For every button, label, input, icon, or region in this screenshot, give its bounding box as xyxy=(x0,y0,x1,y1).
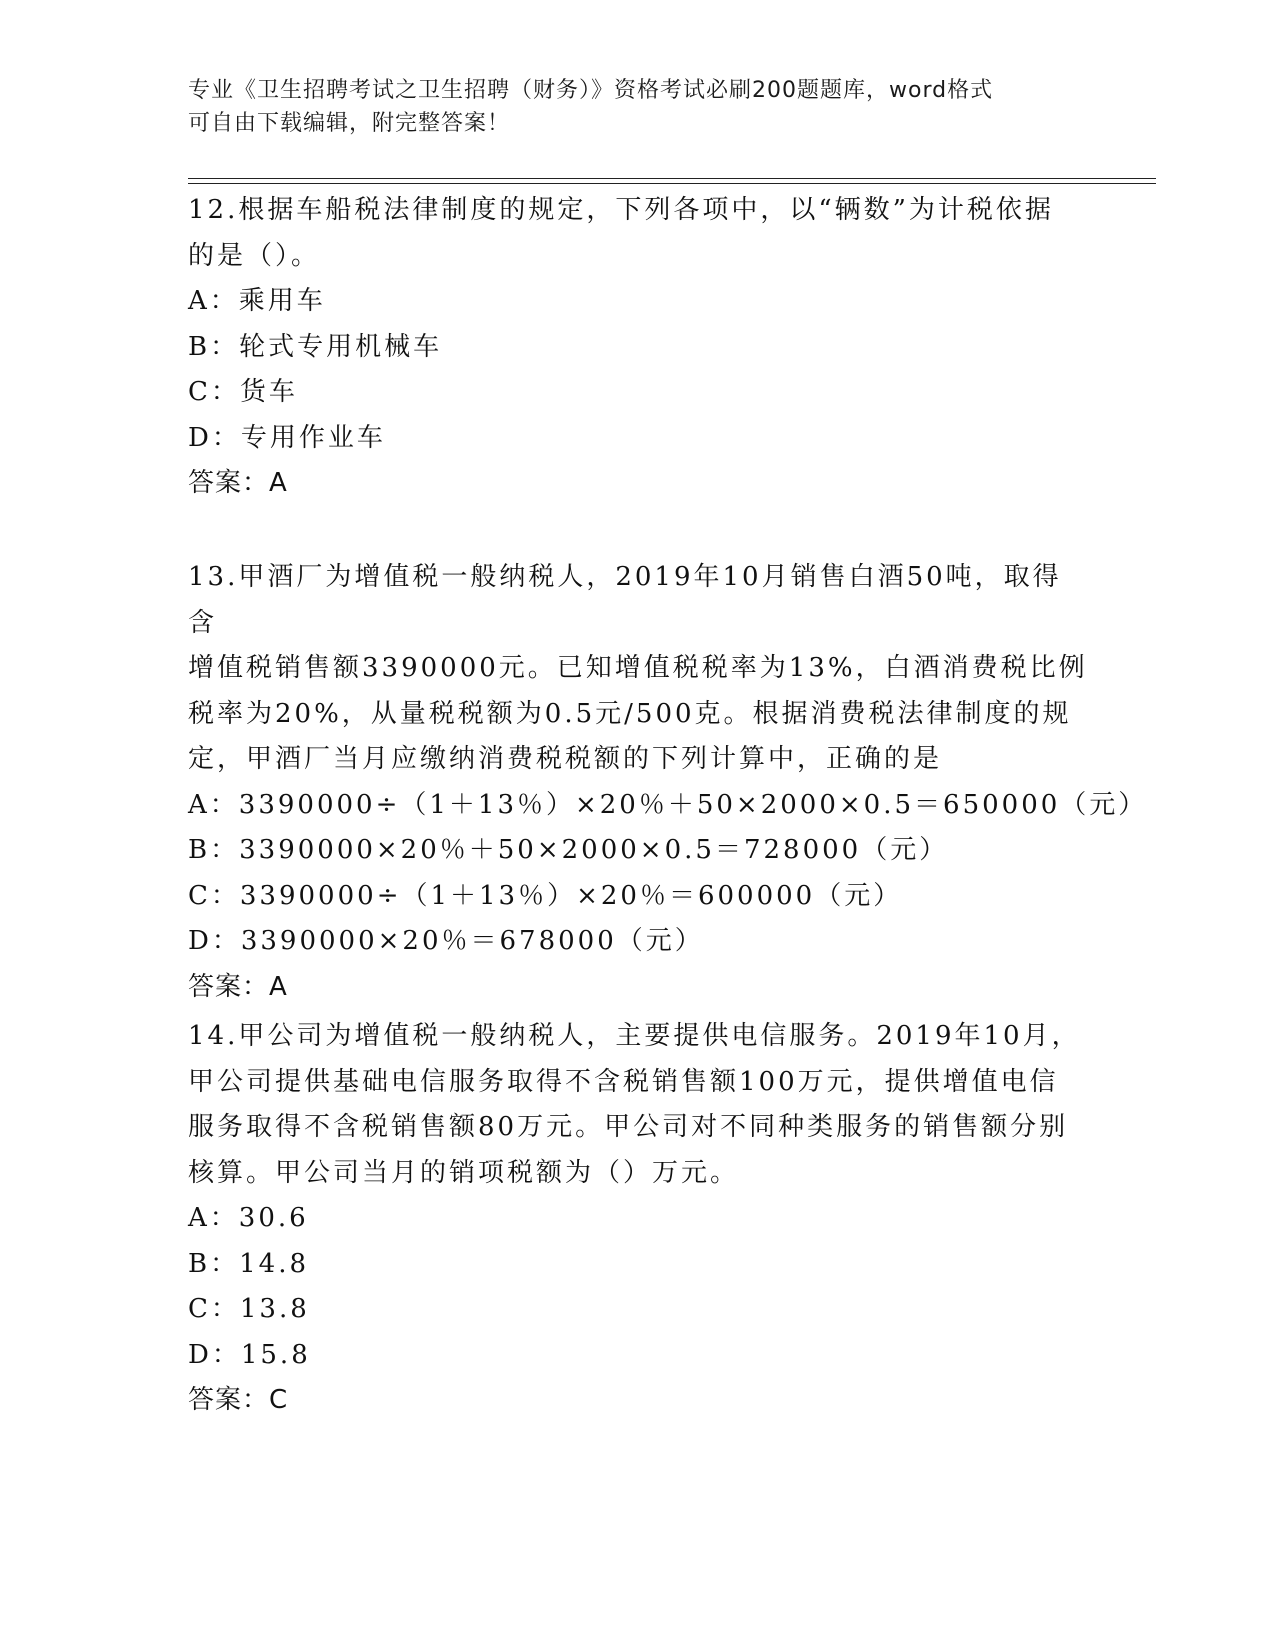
option-b: B：14.8 xyxy=(188,1248,309,1279)
option-a: A：30.6 xyxy=(188,1203,309,1233)
option-d: D：15.8 xyxy=(188,1339,311,1370)
question-12 xyxy=(188,188,1088,507)
question-stem-line: 税率为20%，从量税税额为0.5元/500克。根据消费税法律制度的规 xyxy=(188,698,1072,729)
option-c: C：货车 xyxy=(188,377,298,407)
option-b: B：3390000×20％＋50×2000×0.5＝728000（元） xyxy=(188,835,949,865)
header-divider-bottom xyxy=(188,183,1156,184)
question-stem-line: 增值税销售额3390000元。已知增值税税率为13%，白酒消费税比例 xyxy=(188,653,1088,683)
header-line-1: 专业《卫生招聘考试之卫生招聘（财务）》资格考试必刷200题题库，word格式 xyxy=(188,78,994,103)
option-d: D：3390000×20％＝678000（元） xyxy=(188,926,704,956)
answer-line: 答案：C xyxy=(188,1385,289,1415)
question-14 xyxy=(188,1014,1088,1424)
answer-line: 答案：A xyxy=(188,971,288,1002)
question-stem-line: 13.甲酒厂为增值税一般纳税人，2019年10月销售白酒50吨，取得含 xyxy=(188,562,1062,638)
option-b: B：轮式专用机械车 xyxy=(188,331,443,362)
header-line-2: 可自由下载编辑，附完整答案！ xyxy=(188,111,511,136)
question-stem-line: 甲公司提供基础电信服务取得不含税销售额100万元，提供增值电信 xyxy=(188,1066,1059,1097)
question-stem-line: 服务取得不含税销售额80万元。甲公司对不同种类服务的销售额分别 xyxy=(188,1112,1069,1142)
option-a: A：3390000÷（1＋13％）×20％＋50×2000×0.5＝650000（元） xyxy=(188,789,1148,820)
answer-line: 答案：A xyxy=(188,468,288,498)
question-stem-line: 14.甲公司为增值税一般纳税人，主要提供电信服务。2019年10月， xyxy=(188,1021,1081,1051)
question-stem-line: 核算。甲公司当月的销项税额为（）万元。 xyxy=(188,1157,740,1188)
question-stem-line: 定，甲酒厂当月应缴纳消费税税额的下列计算中，正确的是 xyxy=(188,744,943,774)
option-c: C：13.8 xyxy=(188,1294,310,1324)
option-d: D：专用作业车 xyxy=(188,422,386,453)
question-stem-line: 12.根据车船税法律制度的规定，下列各项中，以“辆数”为计税依据 xyxy=(188,195,1054,225)
option-c: C：3390000÷（1＋13％）×20％＝600000（元） xyxy=(188,880,903,911)
question-stem-line: 的是（）。 xyxy=(188,240,321,271)
document-header xyxy=(188,74,1068,140)
header-divider-top xyxy=(188,178,1156,179)
question-13 xyxy=(188,555,1148,1010)
option-a: A：乘用车 xyxy=(188,286,326,316)
